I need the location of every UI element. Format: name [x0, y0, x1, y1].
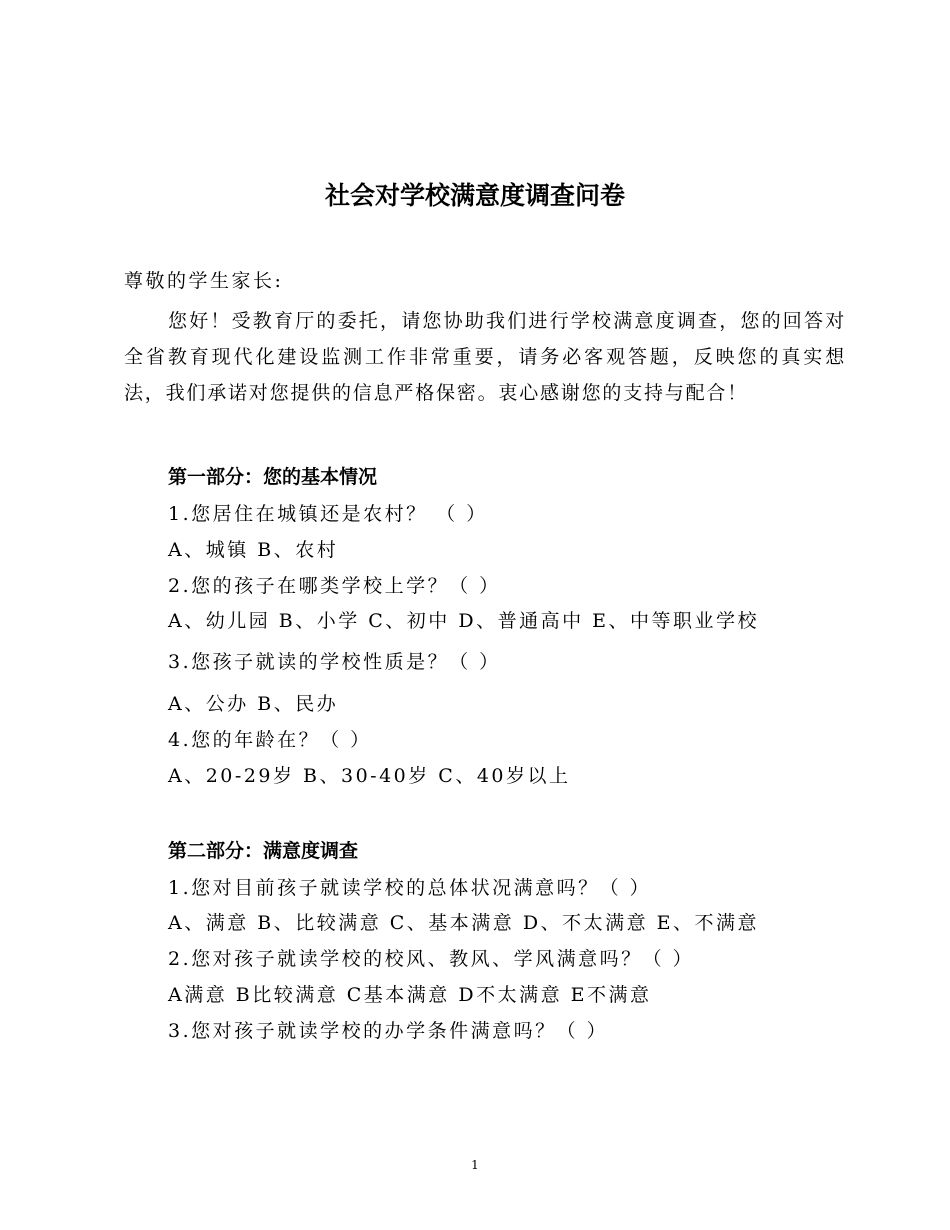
part1-question-2: 2.您的孩子在哪类学校上学？（ ） — [168, 575, 501, 597]
page-number: 1 — [471, 1158, 479, 1172]
part1-question-3-options: A、公办 B、民办 — [168, 693, 339, 715]
part2-question-1: 1.您对目前孩子就读学校的总体状况满意吗？（ ） — [168, 877, 652, 899]
part1-question-1-options: A、城镇 B、农村 — [168, 539, 339, 561]
intro-paragraph: 您好！受教育厅的委托，请您协助我们进行学校满意度调查，您的回答对全省教育现代化建设监测工作非常重要，请务必客观答题，反映您的真实想法，我们承诺对您提供的信息严格保密。衷心感谢您的支持与配合！ — [124, 310, 846, 404]
part2-question-2-options: A满意 B比较满意 C基本满意 D不太满意 E不满意 — [168, 984, 652, 1006]
part2-question-2: 2.您对孩子就读学校的校风、教风、学风满意吗？（ ） — [168, 948, 695, 970]
part1-question-4: 4.您的年龄在？（ ） — [168, 729, 372, 751]
part2-question-3: 3.您对孩子就读学校的办学条件满意吗？（ ） — [168, 1020, 609, 1042]
part2-question-1-options: A、满意 B、比较满意 C、基本满意 D、不太满意 E、不满意 — [168, 912, 759, 934]
part1-heading: 第一部分：您的基本情况 — [168, 466, 378, 488]
salutation: 尊敬的学生家长: — [124, 270, 284, 292]
part1-question-4-options: A、20-29岁 B、30-40岁 C、40岁以上 — [168, 765, 571, 787]
part1-question-1: 1.您居住在城镇还是农村？ （ ） — [168, 503, 488, 525]
document-title: 社会对学校满意度调查问卷 — [324, 181, 625, 210]
part1-question-2-options: A、幼儿园 B、小学 C、初中 D、普通高中 E、中等职业学校 — [168, 610, 759, 632]
part1-question-3: 3.您孩子就读的学校性质是？（ ） — [168, 651, 501, 673]
part2-heading: 第二部分：满意度调查 — [168, 840, 359, 862]
